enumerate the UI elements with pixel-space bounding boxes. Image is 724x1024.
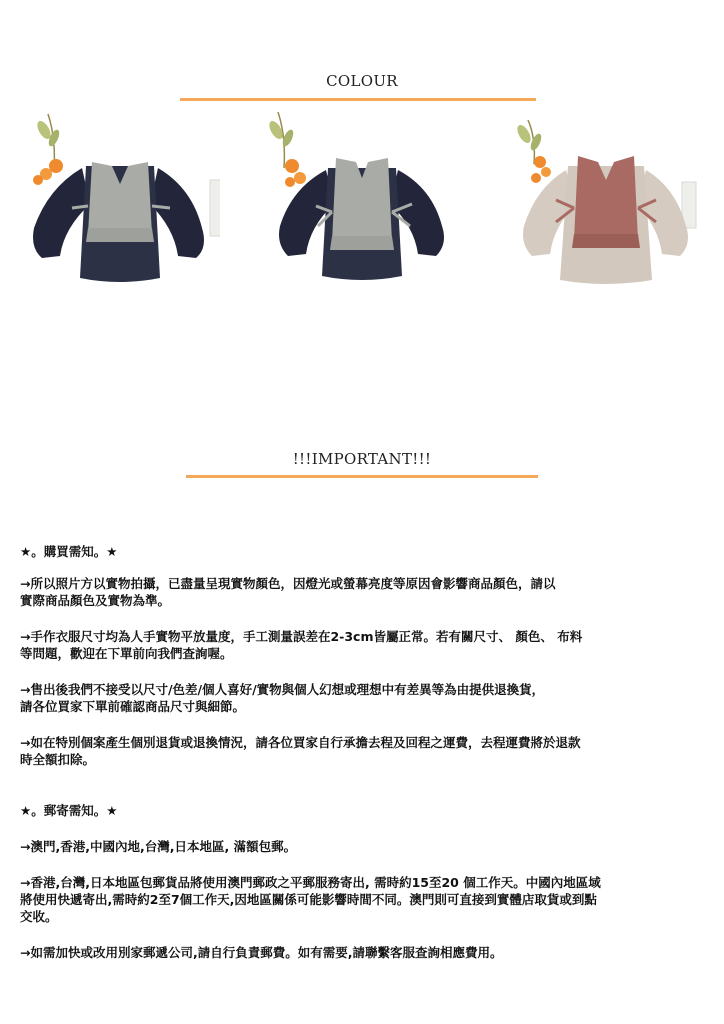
purchase-notice-p2-line2: 等問題，歡迎在下單前向我們查詢喔。 [20, 646, 233, 661]
colour-divider [180, 98, 536, 101]
purchase-notice-heading: ★。購買需知。★ [20, 544, 118, 559]
shipping-notice-p2-line1: →香港,台灣,日本地區包郵貨品將使用澳門郵政之平郵服務寄出, 需時約15至20 個工作天。中國內地區域 [20, 875, 601, 890]
important-title: !!!IMPORTANT!!! [292, 450, 432, 468]
purchase-notice-p4-line2: 時全額扣除。 [20, 752, 96, 767]
purchase-notice-p1-line1: →所以照片方以實物拍攝，已盡量呈現實物顏色，因燈光或螢幕亮度等原因會影響商品顏色，請以 [20, 576, 556, 591]
important-divider [186, 475, 538, 478]
colour-title: COLOUR [326, 72, 398, 90]
purchase-notice-p1-line2: 實際商品顏色及實物為準。 [20, 593, 171, 608]
shipping-notice-p2-line2: 將使用快遞寄出,需時約2至7個工作天,因地區關係可能影響時間不同。澳門則可直接到實體店取貨或到點 [20, 892, 597, 907]
shipping-notice-p2-line3: 交收。 [20, 909, 58, 924]
purchase-notice-p3-line2: 請各位買家下單前確認商品尺寸與細節。 [20, 699, 246, 714]
sweater-illustration [20, 108, 220, 288]
purchase-notice-p4-line1: →如在特別個案產生個別退貨或退換情況，請各位買家自行承擔去程及回程之運費，去程運費將於退款 [20, 735, 581, 750]
shipping-notice-p1-line1: →澳門,香港,中國內地,台灣,日本地區, 滿額包郵。 [20, 839, 297, 854]
purchase-notice-p2-line1: →手作衣服尺寸均為人手實物平放量度，手工測量誤差在2-3cm皆屬正常。若有關尺寸、 顏色、 布料 [20, 629, 583, 644]
product-photo-grey-navy-ties [262, 108, 462, 288]
purchase-notice-p3-line1: →售出後我們不接受以尺寸/色差/個人喜好/實物與個人幻想或理想中有差異等為由提供退換貨， [20, 682, 545, 697]
shipping-notice-p3-line1: →如需加快或改用別家郵遞公司,請自行負責郵費。如有需要,請聯繫客服查詢相應費用。 [20, 945, 503, 960]
sweater-illustration [506, 108, 706, 288]
product-photo-grey-navy [20, 108, 220, 288]
product-photo-rose-beige [506, 108, 706, 288]
shipping-notice-heading: ★。郵寄需知。★ [20, 803, 118, 818]
sweater-illustration [262, 108, 462, 288]
